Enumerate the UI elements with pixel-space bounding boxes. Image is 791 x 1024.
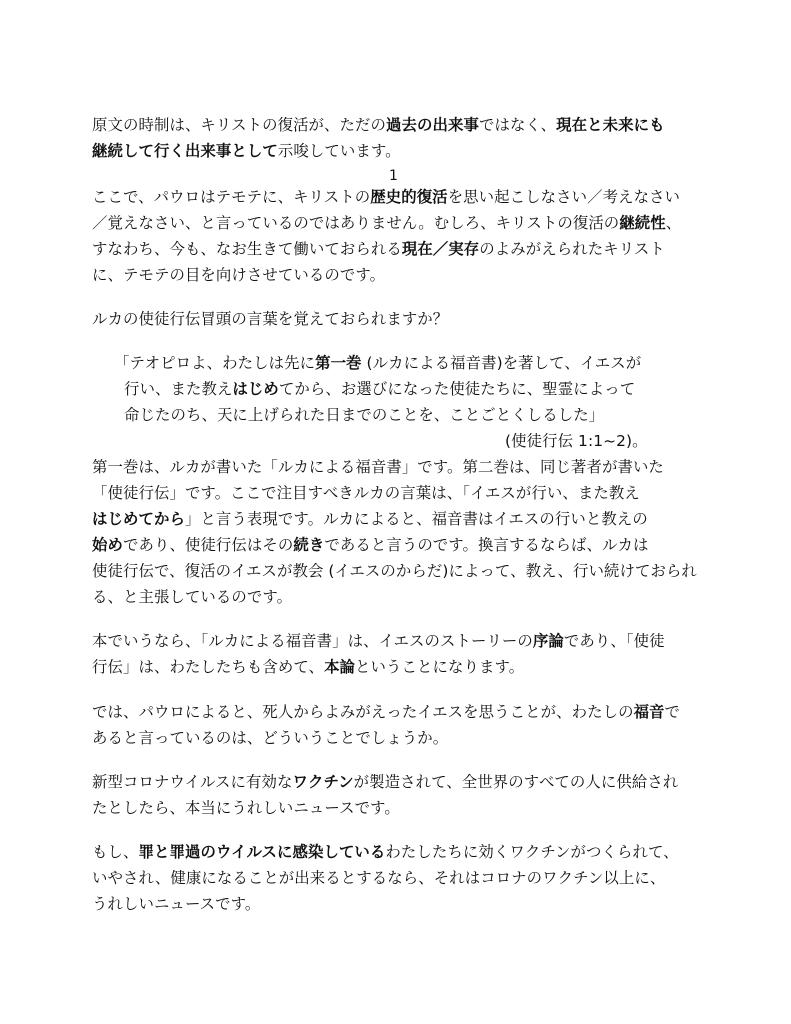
para7-line1 bbox=[92, 771, 678, 793]
footnote-marker: 1 bbox=[389, 168, 399, 184]
text-span: ／覚えなさい、と言っているのではありません。むしろ、キリストの復活の bbox=[92, 214, 620, 232]
bold-span: はじめてから bbox=[92, 510, 185, 528]
text-span: を思い起こしなさい／考えなさい bbox=[447, 188, 681, 206]
quote-line2 bbox=[124, 378, 635, 400]
text-span: 原文の時制は、キリストの復活が、ただの bbox=[92, 116, 387, 134]
para2-line2 bbox=[92, 212, 681, 234]
bold-span: 始め bbox=[92, 536, 123, 554]
para5-line2 bbox=[92, 656, 524, 678]
bold-span: 継続して行く出来事として bbox=[92, 142, 278, 160]
para8-line1 bbox=[92, 841, 679, 863]
text-span: もし、 bbox=[92, 843, 139, 861]
text-span: であり、「使徒 bbox=[563, 632, 665, 650]
quote-line3: 命じたのち、天に上げられた日までのことを、ことごとくしるした」 bbox=[124, 406, 605, 424]
text-span: 新型コロナウイルスに有効な bbox=[92, 773, 293, 791]
para4-line4 bbox=[92, 534, 648, 556]
bold-span: 過去の出来事 bbox=[386, 116, 479, 134]
text-span: で bbox=[664, 703, 681, 721]
text-span: のよみがえられたキリスト bbox=[479, 240, 665, 258]
para1-line2 bbox=[92, 140, 401, 162]
bold-span: 続き bbox=[293, 536, 325, 554]
bold-span: 福音 bbox=[633, 703, 665, 721]
text-span: 示唆しています。 bbox=[277, 142, 401, 160]
bold-span: 序論 bbox=[532, 632, 564, 650]
para5-line1 bbox=[92, 630, 665, 652]
bold-span: 第一巻 bbox=[315, 354, 362, 372]
para2-line4: に、テモテの目を向けさせているのです。 bbox=[92, 266, 386, 284]
text-span: が製造されて、全世界のすべての人に供給され bbox=[353, 773, 679, 791]
para2-line1 bbox=[92, 186, 680, 208]
text-span: ということになります。 bbox=[355, 658, 525, 676]
text-span: であり、使徒行伝はその bbox=[122, 536, 294, 554]
text-span: わたしたちに効くワクチンがつくられて、 bbox=[385, 843, 679, 861]
para1-line1 bbox=[92, 114, 665, 136]
text-span: ここで、パウロはテモテに、キリストの bbox=[92, 188, 371, 206]
text-span: 、 bbox=[665, 214, 682, 232]
text-span: 行伝」は、わたしたちも含めて、 bbox=[92, 658, 325, 676]
text-span: ではなく、 bbox=[478, 116, 557, 134]
bold-span: 歴史的復活 bbox=[370, 188, 448, 206]
text-span: 」と言う表現です。ルカによると、福音書はイエスの行いと教えの bbox=[184, 510, 648, 528]
bold-span: はじめ bbox=[232, 380, 279, 398]
quote-citation: (使徒行伝 1:1~2)。 bbox=[505, 432, 648, 450]
para6-line1 bbox=[92, 701, 680, 723]
para8-line2: いやされ、健康になることが出来るとするなら、それはコロナのワクチン以上に、 bbox=[92, 869, 666, 887]
para4-line6: る、と主張しているのです。 bbox=[92, 588, 293, 606]
bold-span: 本論 bbox=[324, 658, 356, 676]
para3-line1: ルカの使徒行伝冒頭の言葉を覚えておられますか？ bbox=[92, 310, 449, 328]
text-span: てから、お選びになった使徒たちに、聖霊によって bbox=[278, 380, 636, 398]
quote-line1 bbox=[114, 352, 641, 374]
bold-span: 現在と未来にも bbox=[556, 116, 665, 134]
text-span: 本でいうなら、「ルカによる福音書」は、イエスのストーリーの bbox=[92, 632, 533, 650]
bold-span: 現在／実存 bbox=[401, 240, 480, 258]
bold-span: 罪と罪過のウイルスに感染している bbox=[138, 843, 386, 861]
text-span: (ルカによる福音書)を著して、イエスが bbox=[361, 354, 642, 372]
para4-line5: 使徒行伝で、復活のイエスが教会 (イエスのからだ)によって、教え、行い続けておられ bbox=[92, 562, 697, 580]
para2-line3 bbox=[92, 238, 665, 260]
para8-line3: うれしいニュースです。 bbox=[92, 895, 261, 913]
text-span: では、パウロによると、死人からよみがえったイエスを思うことが、わたしの bbox=[92, 703, 634, 721]
bold-span: 継続性 bbox=[619, 214, 666, 232]
text-span: 「テオピロよ、わたしは先に bbox=[114, 354, 316, 372]
bold-span: ワクチン bbox=[292, 773, 354, 791]
para4-line3 bbox=[92, 508, 648, 530]
para4-line1: 第一巻は、ルカが書いた「ルカによる福音書」です。第二巻は、同じ著者が書いた bbox=[92, 458, 664, 476]
para7-line2: たとしたら、本当にうれしいニュースです。 bbox=[92, 799, 400, 817]
para6-line2: あると言っているのは、どういうことでしょうか。 bbox=[92, 729, 449, 747]
text-span: すなわち、今も、なお生きて働いておられる bbox=[92, 240, 402, 258]
para4-line2: 「使徒行伝」です。ここで注目すべきルカの言葉は、「イエスが行い、また教え bbox=[92, 484, 640, 502]
text-span: であると言うのです。換言するならば、ルカは bbox=[324, 536, 649, 554]
text-span: 行い、また教え bbox=[124, 380, 233, 398]
